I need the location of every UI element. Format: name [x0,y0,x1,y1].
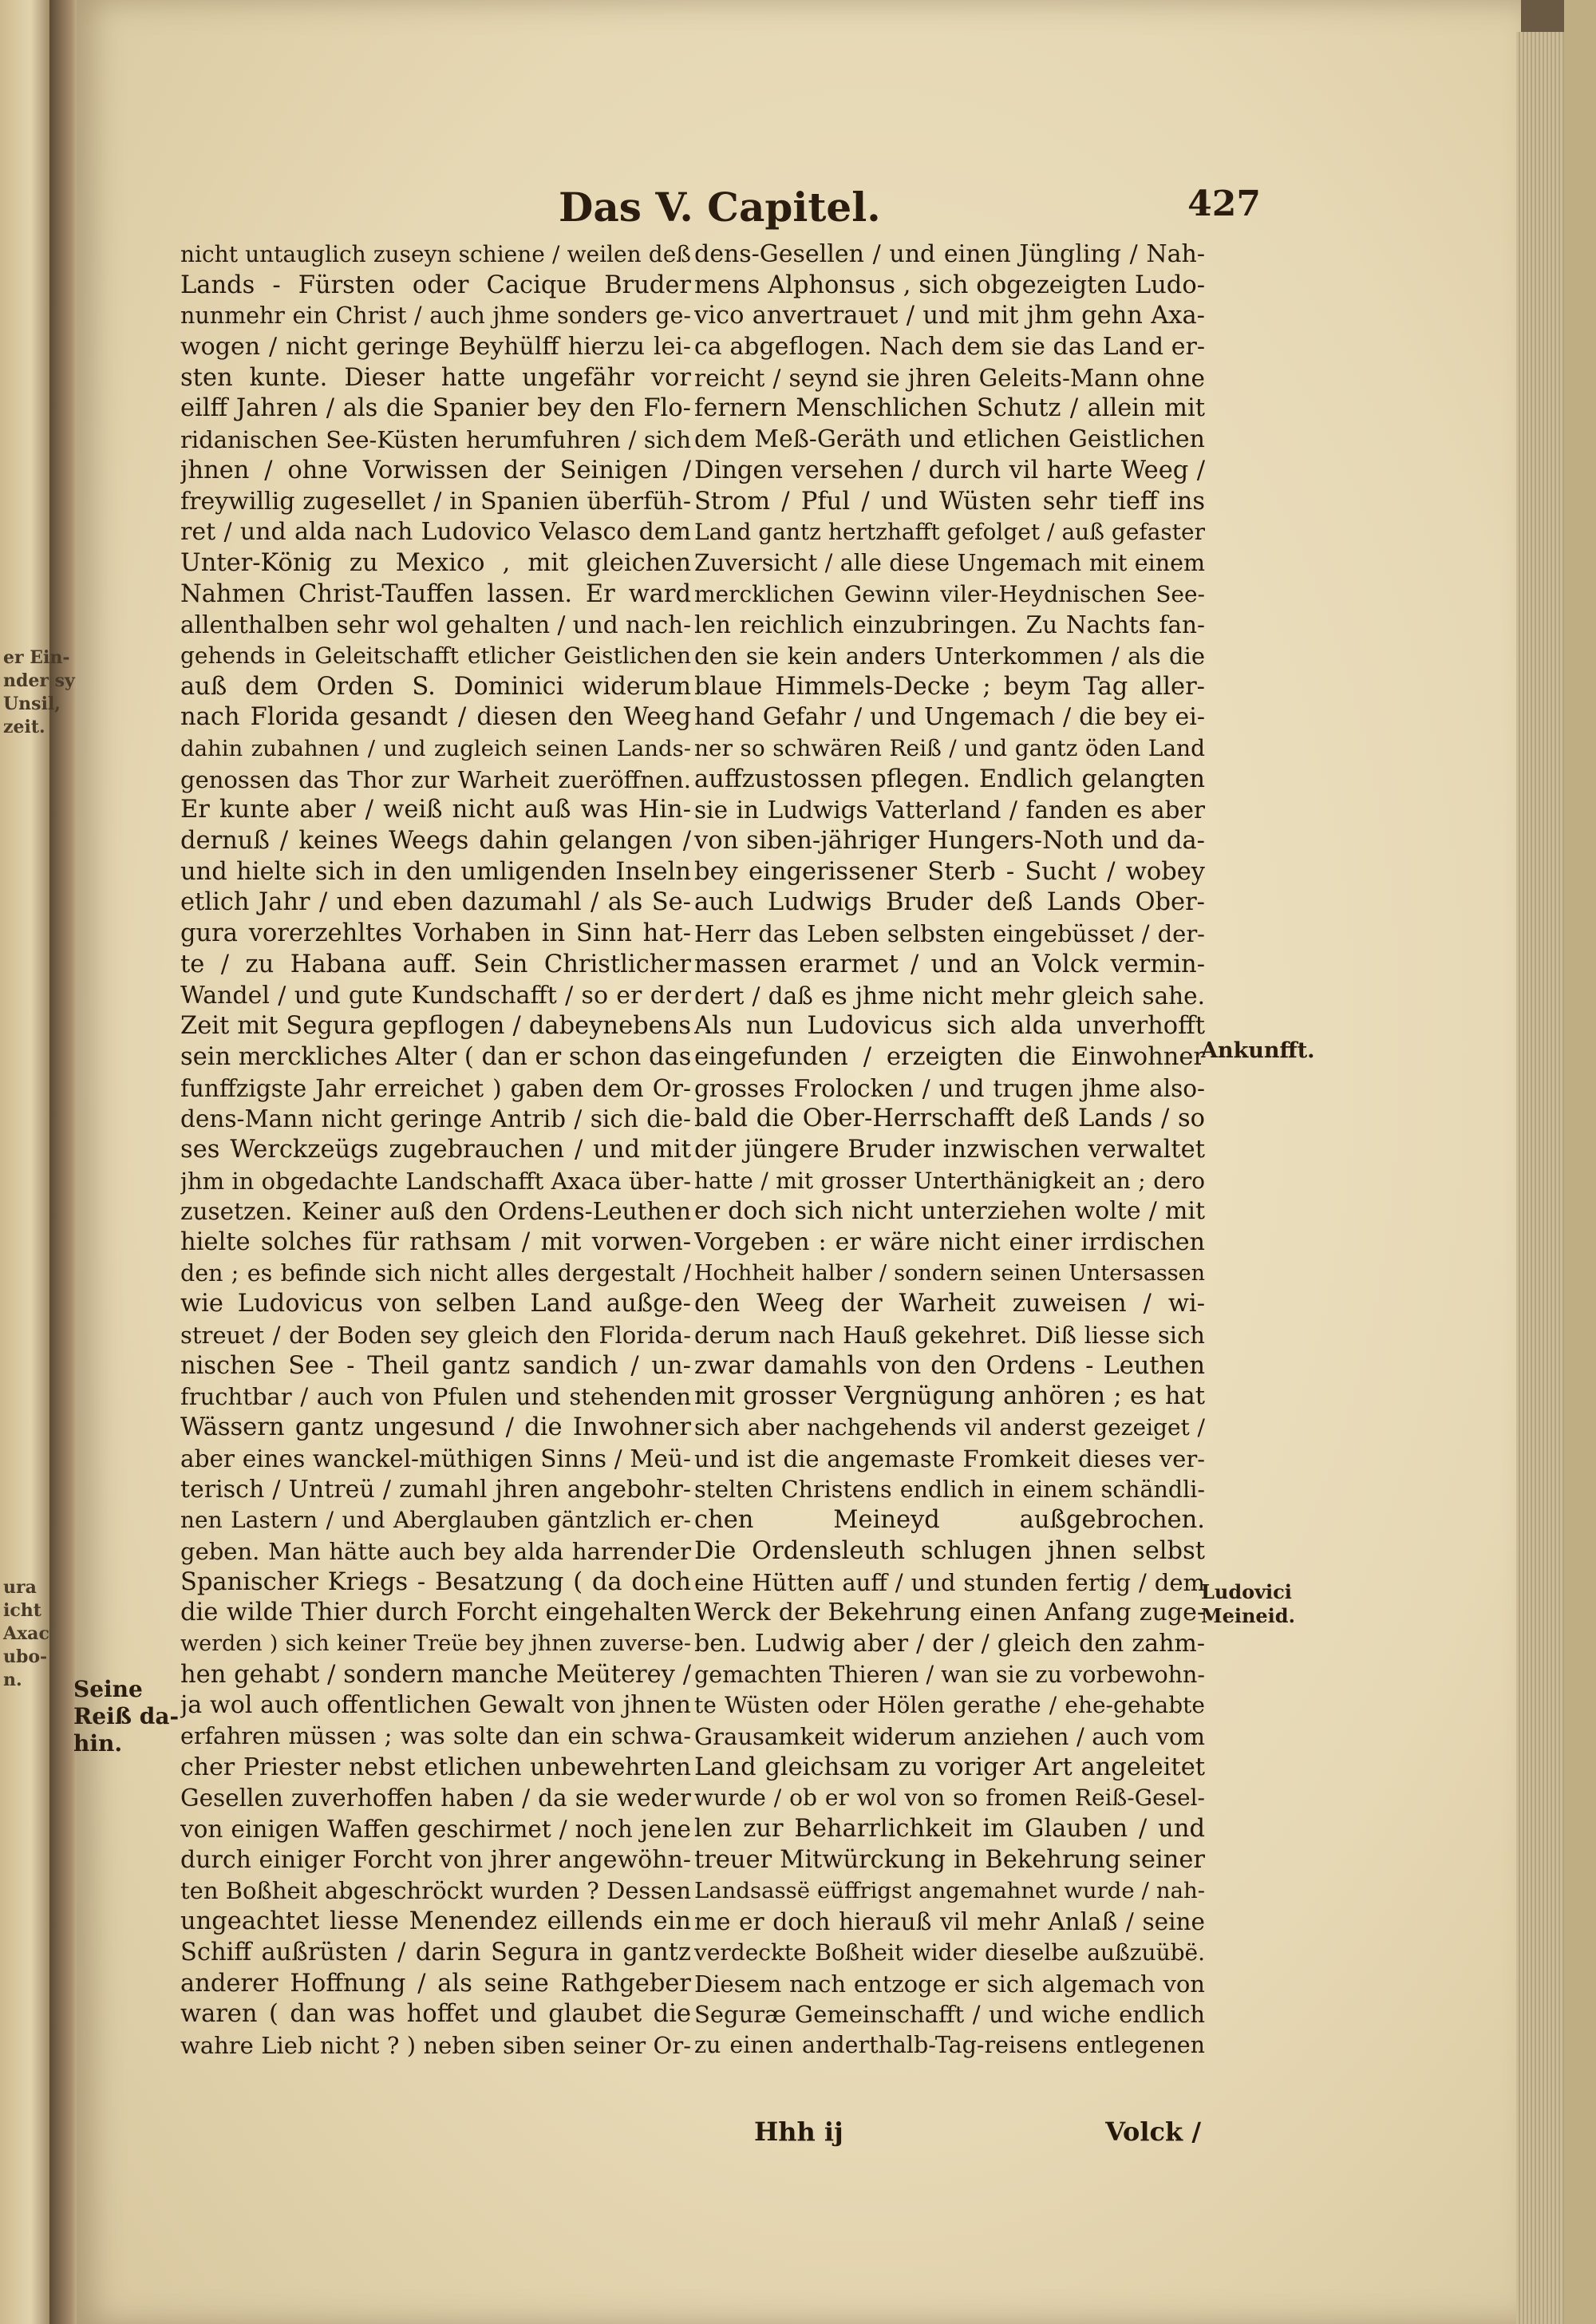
text-line: aber eines wanckel-müthigen Sinns / Meü- [180,1445,691,1472]
text-line: wahre Lieb nicht ? ) neben siben seiner Or- [180,2031,691,2059]
right-text-column [694,239,1205,2061]
text-line: Land gleichsam zu voriger Art angeleitet [694,1753,1205,1781]
text-line: jhnen / ohne Vorwissen der Seinigen / [180,456,691,484]
text-line: Vorgeben : er wäre nicht einer irrdischen [694,1228,1205,1256]
text-line: Zeit mit Segura gepflogen / dabeynebens [180,1012,691,1041]
text-line: nach Florida gesandt / diesen den Weeg [180,703,691,732]
text-line: anderer Hoffnung / als seine Rathgeber [180,1969,691,1998]
text-line: Als nun Ludovicus sich alda unverhofft [694,1012,1205,1041]
text-line: gehends in Geleitschafft etlicher Geistlichen [180,642,691,669]
text-line: ner so schwären Reiß / und gantz öden Land [694,735,1205,761]
text-line: sein merckliches Alter ( dan er schon das [180,1042,691,1071]
text-line: Hochheit halber / sondern seinen Untersassen [694,1260,1205,1286]
text-line: fruchtbar / auch von Pfulen und stehenden [180,1383,691,1411]
text-line: dahin zubahnen / und zugleich seinen Lands- [180,736,691,761]
text-line: hatte / mit grosser Unterthänigkeit an ; dero [694,1167,1205,1194]
text-line: funffzigste Jahr erreichet ) gaben dem Or- [180,1074,691,1102]
text-line: erfahren müssen ; was solte dan ein schwa- [180,1723,691,1749]
text-line: mens Alphonsus , sich obgezeigten Ludo- [694,271,1205,299]
text-line: sie in Ludwigs Vatterland / fanden es aber [694,796,1205,824]
text-line: cher Priester nebst etlichen unbewehrten [180,1753,691,1781]
text-line: Landsassë eüffrigst angemahnet wurde / nah- [694,1878,1205,1904]
running-head: Das V. Capitel. [559,184,881,231]
text-line: dens-Mann nicht geringe Antrib / sich die- [180,1105,691,1133]
text-line: auß dem Orden S. Dominici widerum [180,672,691,701]
text-line: ten Boßheit abgeschröckt wurden ? Dessen [180,1877,691,1905]
text-line: mit grosser Vergnügung anhören ; es hat [694,1382,1205,1411]
text-line: Seguræ Gemeinschafft / und wiche endlich [694,2001,1205,2029]
text-line: Er kunte aber / weiß nicht auß was Hin- [180,796,691,824]
text-line: jhm in obgedachte Landschafft Axaca über- [180,1167,691,1195]
text-line: ret / und alda nach Ludovico Velasco dem [180,518,691,547]
margin-note-ankunfft: Ankunfft. [1201,1038,1315,1063]
text-line: Gesellen zuverhoffen haben / da sie weder [180,1785,691,1812]
facing-page-margin-note-upper: er Ein- nder sy Unsil, zeit. [3,647,75,737]
text-line: vico anvertrauet / und mit jhm gehn Axa- [694,302,1205,330]
text-line: den sie kein anders Unterkommen / als die [694,642,1205,670]
text-line: den ; es befinde sich nicht alles dergestalt / [180,1259,691,1286]
text-line: der jüngere Bruder inzwischen verwaltet [694,1135,1205,1164]
text-line: eine Hütten auff / und stunden fertig / dem [694,1568,1205,1596]
text-line: den Weeg der Warheit zuweisen / wi- [694,1290,1205,1318]
text-line: zusetzen. Keiner auß den Ordens-Leuthen [180,1198,691,1226]
text-line: verdeckte Boßheit wider dieselbe außzuübë. [694,1939,1205,1966]
text-line: Schiff außrüsten / darin Segura in gantz [180,1938,691,1966]
text-line: Grausamkeit widerum anziehen / auch vom [694,1723,1205,1750]
text-line: te / zu Habana auff. Sein Christlicher [180,950,691,978]
text-line: von siben-jähriger Hungers-Noth und da- [694,827,1205,856]
facing-page-margin-note-lower: ura icht Axac ubo- n. [3,1577,49,1690]
text-line: reicht / seynd sie jhren Geleits-Mann ohne [694,364,1205,392]
text-line: bald die Ober-Herrschafft deß Lands / so [694,1105,1205,1133]
text-line: gura vorerzehltes Vorhaben in Sinn hat- [180,919,691,948]
text-line: Wässern gantz ungesund / die Inwohner [180,1413,691,1442]
text-line: dens-Gesellen / und einen Jüngling / Nah- [694,240,1205,268]
text-line: waren ( dan was hoffet und glaubet die [180,2000,691,2029]
text-line: Dingen versehen / durch vil harte Weeg / [694,456,1205,484]
text-line: eilff Jahren / als die Spanier bey den Flo- [180,394,691,423]
text-line: Nahmen Christ-Tauffen lassen. Er ward [180,579,691,608]
text-line: nen Lastern / und Aberglauben gäntzlich er- [180,1507,691,1534]
margin-note-ludovici-meineid: Ludovici Meineid. [1201,1580,1295,1627]
text-line: mercklichen Gewinn viler-Heydnischen See- [694,580,1205,607]
text-line: massen erarmet / und an Volck vermin- [694,950,1205,978]
text-line: durch einiger Forcht von jhrer angewöhn- [180,1845,691,1874]
text-line: auffzustossen pflegen. Endlich gelangten [694,765,1205,793]
text-line: gemachten Thieren / wan sie zu vorbewohn- [694,1661,1205,1688]
text-line: derum nach Hauß gekehret. Diß liesse sich [694,1322,1205,1350]
text-line: und hielte sich in den umligenden Inseln [180,857,691,886]
text-line: fernern Menschlichen Schutz / allein mit [694,394,1205,423]
text-line: dert / daß es jhme nicht mehr gleich sahe. [694,982,1205,1010]
text-line: ses Werckzeügs zugebrauchen / und mit [180,1135,691,1164]
text-line: werden ) sich keiner Treüe bey jhnen zuverse- [180,1630,691,1656]
text-line: wurde / ob er wol von so fromen Reiß-Gesel- [694,1785,1205,1812]
text-line: nicht untauglich zuseyn schiene / weilen deß [180,241,691,267]
text-line: ben. Ludwig aber / der / gleich den zahm- [694,1629,1205,1658]
text-line: hen gehabt / sondern manche Meüterey / [180,1660,691,1689]
text-line: auch Ludwigs Bruder deß Lands Ober- [694,888,1205,917]
text-line: sich aber nachgehends vil anderst gezeiget / [694,1414,1205,1441]
text-line: genossen das Thor zur Warheit zueröffnen. [180,765,691,793]
text-line: stelten Christens endlich in einem schändli- [694,1476,1205,1503]
text-line: wogen / nicht geringe Beyhülff hierzu lei- [180,333,691,362]
catchword: Volck / [1105,2116,1201,2147]
text-line: wie Ludovicus von selben Land außge- [180,1290,691,1318]
text-line: treuer Mitwürckung in Bekehrung seiner [694,1845,1205,1874]
text-line: Diesem nach entzoge er sich algemach von [694,1970,1205,1998]
text-line: Strom / Pful / und Wüsten sehr tieff ins [694,487,1205,516]
text-line: len zur Beharrlichkeit im Glauben / und [694,1815,1205,1844]
text-line: nunmehr ein Christ / auch jhme sonders ge- [180,302,691,330]
text-line: allenthalben sehr wol gehalten / und nach- [180,611,691,639]
text-line: hielte solches für rathsam / mit vorwen- [180,1228,691,1256]
text-line: und ist die angemaste Fromkeit dieses ver- [694,1445,1205,1472]
text-line: freywillig zugesellet / in Spanien überfüh- [180,487,691,516]
text-line: me er doch hierauß vil mehr Anlaß / seine [694,1908,1205,1936]
text-line: blaue Himmels-Decke ; beym Tag aller- [694,672,1205,701]
text-line: chen Meineyd außgebrochen. [694,1506,1205,1535]
text-line: bey eingerissener Sterb - Sucht / wobey [694,857,1205,886]
text-line: geben. Man hätte auch bey alda harrender [180,1537,691,1565]
text-line: er doch sich nicht unterziehen wolte / mit [694,1197,1205,1226]
book-cover-edge [1564,0,1596,2324]
page-header [559,184,1261,239]
text-line: ungeachtet liesse Menendez eillends ein [180,1907,691,1936]
text-line: grosses Frolocken / und trugen jhme also- [694,1074,1205,1102]
text-line: nischen See - Theil gantz sandich / un- [180,1351,691,1380]
page-number: 427 [1187,184,1261,224]
text-line: zu einen anderthalb-Tag-reisens entlegenen [694,2031,1205,2058]
text-line: Land gantz hertzhafft gefolget / auß gefaster [694,519,1205,546]
text-line: eingefunden / erzeigten die Einwohner [694,1042,1205,1071]
text-line: ridanischen See-Küsten herumfuhren / sich [180,426,691,454]
text-line: etlich Jahr / und eben dazumahl / als Se- [180,888,691,917]
text-line: ja wol auch offentlichen Gewalt von jhnen [180,1691,691,1720]
text-line: len reichlich einzubringen. Zu Nachts fan- [694,611,1205,639]
text-line: te Wüsten oder Hölen gerathe / ehe-gehabte [694,1692,1205,1719]
signature-mark: Hhh ij [754,2116,843,2147]
text-line: die wilde Thier durch Forcht eingehalten [180,1599,691,1627]
text-line: Spanischer Kriegs - Besatzung ( da doch [180,1567,691,1596]
text-line: hand Gefahr / und Ungemach / die bey ei- [694,703,1205,732]
facing-page-edge [0,0,56,2324]
text-line: von einigen Waffen geschirmet / noch jene [180,1816,691,1844]
text-line: ca abgeflogen. Nach dem sie das Land er- [694,333,1205,362]
text-line: sten kunte. Dieser hatte ungefähr vor [180,363,691,392]
text-line: Die Ordensleuth schlugen jhnen selbst [694,1536,1205,1565]
text-line: Herr das Leben selbsten eingebüsset / der- [694,920,1205,948]
text-line: Zuversicht / alle diese Ungemach mit einem [694,549,1205,576]
text-line: dem Meß-Geräth und etlichen Geistlichen [694,425,1205,454]
text-line: dernuß / keines Weegs dahin gelangen / [180,827,691,856]
page-footer [754,2116,1201,2155]
text-line: Unter-König zu Mexico , mit gleichen [180,548,691,577]
text-line: terisch / Untreü / zumahl jhren angebohr- [180,1475,691,1504]
text-line: Werck der Bekehrung einen Anfang zuge- [694,1599,1205,1627]
text-line: zwar damahls von den Ordens - Leuthen [694,1351,1205,1380]
text-line: Lands - Fürsten oder Cacique Bruder [180,271,691,299]
text-line: streuet / der Boden sey gleich den Florida- [180,1322,691,1350]
text-line: Wandel / und gute Kundschafft / so er der [180,981,691,1010]
margin-note-seine-reiss: Seine Reiß da- hin. [73,1676,180,1757]
left-text-column [180,239,691,2061]
